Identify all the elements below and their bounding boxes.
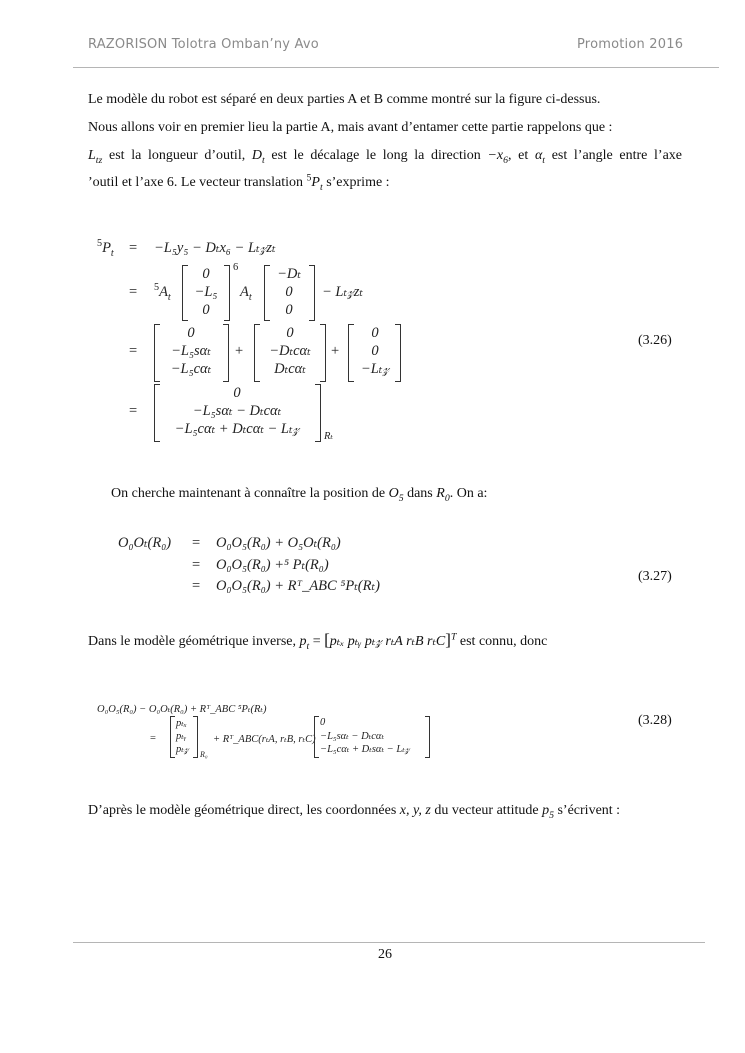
symbol-5pt: $^5P_t$	[306, 172, 323, 193]
intro-line-3	[88, 147, 682, 165]
inverse-vector: pₜₓ pₜᵧ pₜ𝓏 rₜA rₜB rₜC	[329, 634, 446, 649]
mid-text-b: dans	[407, 486, 433, 501]
symbol-alpha-t: $\alpha_t$	[534, 148, 546, 166]
eq326-eq-1: =	[129, 240, 138, 256]
eq326-v2-right-bracket	[320, 324, 326, 382]
eq326-v1-right-bracket	[223, 324, 229, 382]
symbol-ltz: $L_{tz}$	[88, 148, 103, 166]
eq326-v3-r1: 0	[371, 343, 379, 359]
alpha-connector: , et	[508, 148, 529, 163]
inverse-text-a: Dans le modèle géométrique inverse,	[88, 634, 296, 649]
eq326-v4-r2: −L₅cαₜ + Dₜcαₜ − Lₜ𝓏	[174, 421, 300, 437]
direct-sentence	[88, 802, 620, 820]
symbol-dt: $D_t$	[251, 148, 265, 166]
eq326-v1-r0: 0	[187, 325, 195, 341]
line4-text-b: s’exprime :	[326, 175, 390, 190]
symbol-minus-x6: $-x_6$	[487, 148, 509, 166]
eq327-eq-2: =	[192, 557, 201, 573]
direct-text-a: D’après le modèle géométrique direct, les coordonnées	[88, 803, 397, 818]
inverse-left-bracket: [	[324, 630, 330, 649]
eq326-v2-r2: Dₜcαₜ	[274, 361, 306, 377]
eq326-v1-r2: −L₅cαₜ	[170, 361, 212, 377]
intro-line-1: Le modèle du robot est séparé en deux parties A et B comme montré sur la figure ci-dessus.	[88, 92, 601, 107]
line4-text-a: ’outil et l’axe 6. Le vecteur translation	[88, 175, 303, 190]
symbol-r0: $R_0$	[436, 486, 450, 504]
eq328-number: (3.28)	[638, 713, 672, 728]
symbol-p5: $p_5$	[542, 803, 554, 821]
eq326-v3-r2: −Lₜ𝓏	[360, 361, 390, 377]
mid-text-c: . On a:	[449, 486, 488, 501]
eq326-5at: $^5A_t$	[154, 282, 171, 303]
eq326-m1-r1: −L₅	[194, 284, 218, 300]
eq326-v2-r1: −Dₜcαₜ	[269, 343, 311, 359]
eq328-sub-r0: R₀	[200, 750, 208, 759]
eq327-number: (3.27)	[638, 569, 672, 584]
eq327-r1: O₀O₅(R₀) + O₅Oₜ(R₀)	[216, 535, 341, 551]
eq326-v2-r0: 0	[286, 325, 294, 341]
eq328-mid: + Rᵀ_ABC(rₜA, rₜB, rₜC)	[213, 734, 316, 745]
eq326-v4-r1: −L₅sαₜ − Dₜcαₜ	[192, 403, 282, 419]
eq326-v4-r0: 0	[233, 385, 241, 401]
eq326-m2-right-bracket	[309, 265, 315, 321]
eq328-v-right-bracket	[425, 716, 430, 758]
eq326-lhs: $^5P_t$	[97, 238, 114, 259]
eq326-plus-1: +	[235, 343, 244, 359]
eq326-m2-r1: 0	[285, 284, 293, 300]
eq326-v3-right-bracket	[395, 324, 401, 382]
eq326-eq-4: =	[129, 403, 138, 419]
page-number: 26	[378, 947, 392, 962]
eq327-r2: O₀O₅(R₀) +⁵ Pₜ(R₀)	[216, 557, 329, 573]
intro-line-2: Nous allons voir en premier lieu la partie A, mais avant d’entamer cette partie rappelons que :	[88, 120, 613, 135]
eq328-v-r2: −L₅cαₜ + Dₜsαₜ − Lₜ𝓏	[320, 744, 410, 755]
eq326-number: (3.26)	[638, 333, 672, 348]
direct-xyz: x, y, z	[399, 803, 431, 818]
eq327-eq-1: =	[192, 535, 201, 551]
eq328-p-left-bracket	[170, 716, 175, 758]
eq328-v-r0: 0	[320, 717, 326, 728]
direct-text-b: du vecteur attitude	[434, 803, 539, 818]
eq328-v-left-bracket	[314, 716, 319, 758]
mid-text-a: On cherche maintenant à connaître la position de	[111, 486, 386, 501]
eq326-eq-2: =	[129, 284, 138, 300]
eq326-v3-r0: 0	[371, 325, 379, 341]
eq326-sup-6: 6	[233, 262, 239, 273]
inverse-text-b: est connu, donc	[459, 634, 548, 649]
eq327-eq-3: =	[192, 578, 201, 594]
angle-definition: est l’angle entre l’axe	[551, 148, 683, 163]
eq326-plus-2: +	[331, 343, 340, 359]
symbol-o5: $O_5$	[388, 486, 404, 504]
inverse-right-bracket: ]	[445, 630, 451, 649]
intro-line-4	[88, 174, 390, 192]
eq326-tail: − Lₜ𝓏zₜ	[322, 284, 364, 300]
eq328-p-right-bracket	[193, 716, 198, 758]
eq326-eq-3: =	[129, 343, 138, 359]
eq326-v1-r1: −L₅sαₜ	[171, 343, 211, 359]
eq326-v4-right-bracket	[315, 384, 321, 442]
eq328-p-r2: pₜ𝓏	[176, 744, 189, 755]
eq328-v-r1: −L₅sαₜ − Dₜcαₜ	[320, 731, 385, 742]
eq326-sub-rt: Rₜ	[324, 431, 334, 442]
header-promotion: Promotion 2016	[577, 37, 684, 52]
eq326-m1-r0: 0	[202, 266, 210, 282]
symbol-pt: $p_t$	[299, 634, 310, 652]
ltz-definition: est la longueur d’outil,	[109, 148, 246, 163]
eq328-eq: =	[150, 733, 156, 744]
eq327-r3: O₀O₅(R₀) + Rᵀ_ABC ⁵Pₜ(Rₜ)	[216, 578, 380, 594]
eq328-r1: O₀O₅(R₀) − O₀Oₜ(R₀) + Rᵀ_ABC ⁵Pₜ(Rₜ)	[97, 704, 267, 715]
direct-text-c: s’écrivent :	[557, 803, 621, 818]
eq328-p-r1: pₜᵧ	[176, 731, 187, 742]
eq327-lhs: O₀Oₜ(R₀)	[118, 535, 172, 551]
mid-sentence	[111, 485, 487, 503]
inverse-transpose: T	[450, 631, 457, 643]
header-rule	[73, 67, 719, 68]
dt-definition: est le décalage le long la direction	[271, 148, 481, 163]
eq328-p-r0: pₜₓ	[176, 718, 187, 729]
eq326-m1-right-bracket	[224, 265, 230, 321]
eq326-m2-r0: −Dₜ	[277, 266, 301, 282]
eq326-m2-r2: 0	[285, 302, 293, 318]
header-author: RAZORISON Tolotra Omban’ny Avo	[88, 37, 319, 52]
eq326-at: $A_t$	[240, 284, 252, 303]
inverse-sentence: Dans le modèle géométrique inverse, $p_t = [p_{tx}$ pₜᵧ pₜ𝓏 rₜA rₜB rₜC]$^T$ est connu, donc	[88, 630, 548, 652]
eq326-m1-r2: 0	[202, 302, 210, 318]
eq326-row1: −L₅y₅ − Dₜx₆ − Lₜ𝓏zₜ	[154, 240, 276, 256]
footer-rule	[73, 942, 705, 943]
